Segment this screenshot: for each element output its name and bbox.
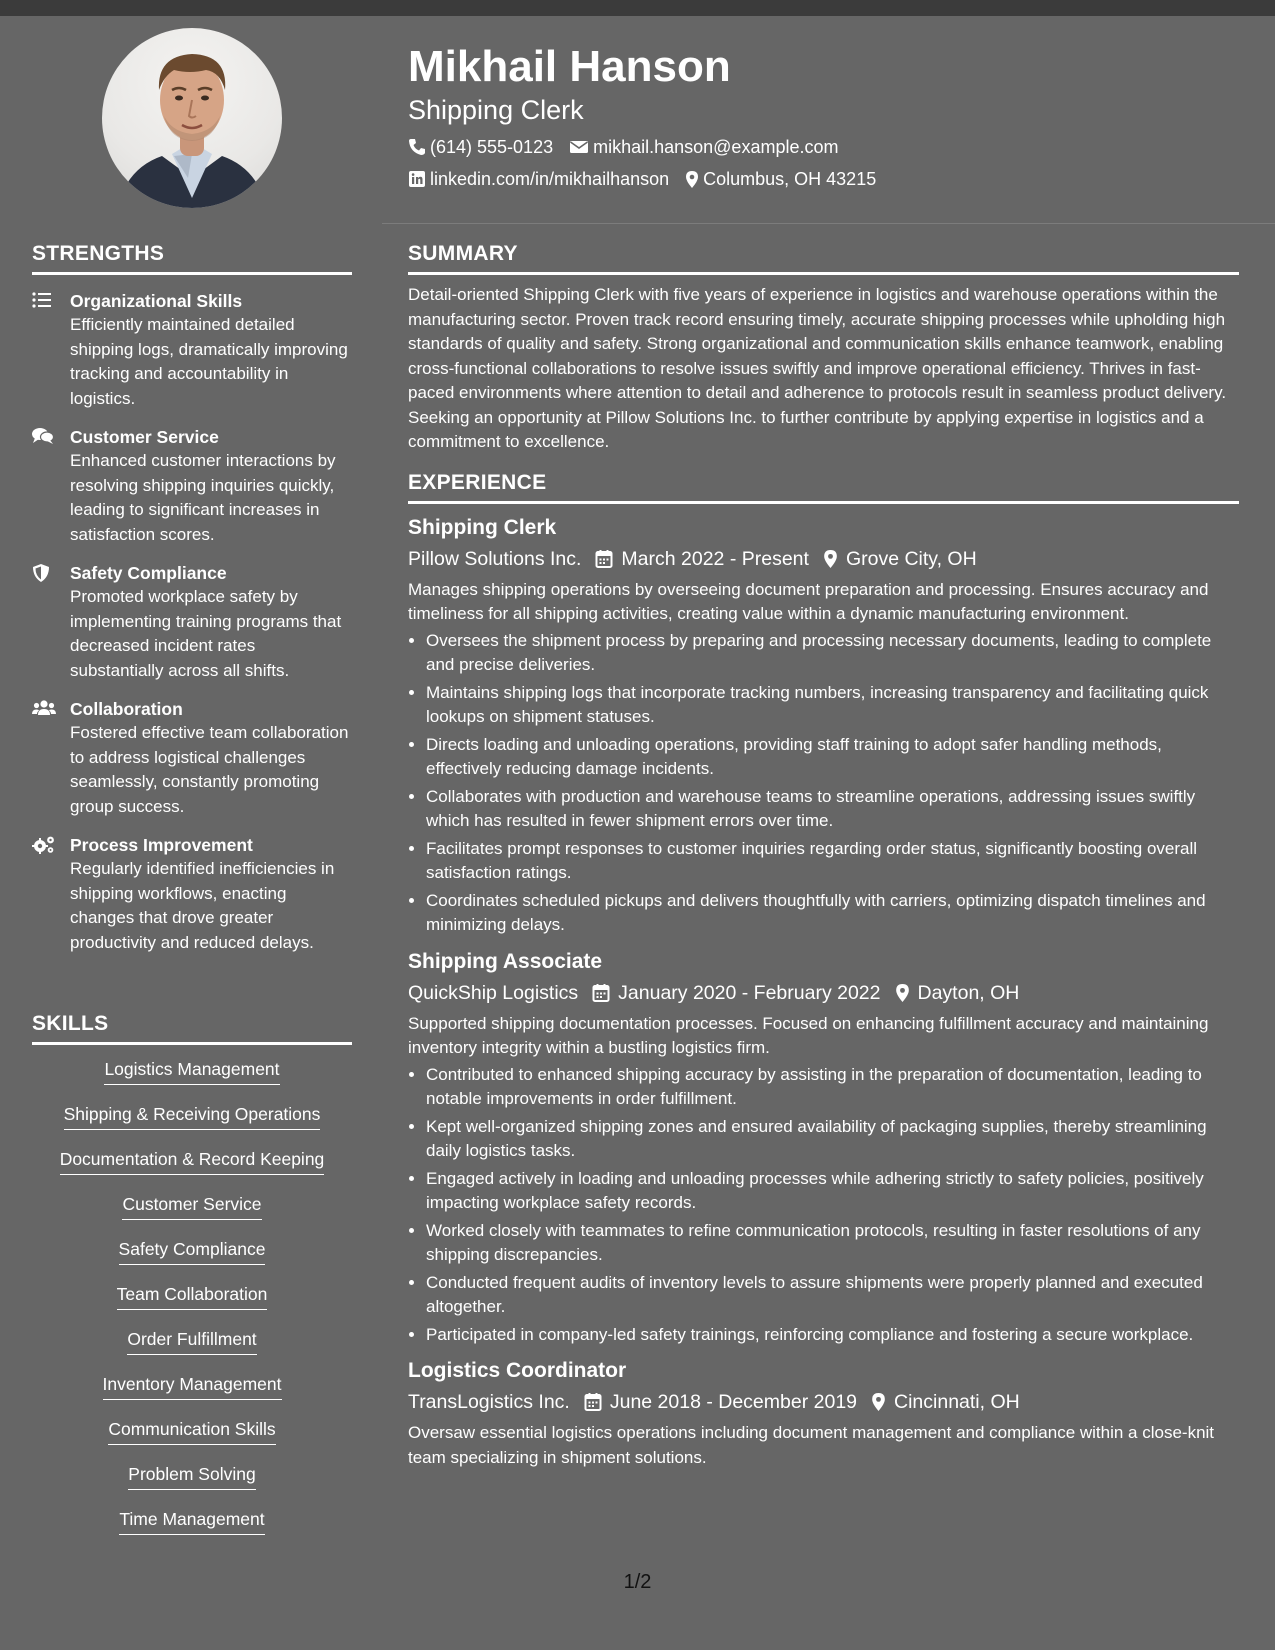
strength-description: Fostered effective team collaboration to address logistical challenges seamlessly, constantly promoting group success. [70, 723, 349, 816]
location-text: Columbus, OH 43215 [703, 169, 877, 189]
strength-item [32, 289, 352, 411]
job-company: QuickShip Logistics [408, 981, 579, 1004]
job-description: Manages shipping operations by overseeing document preparation and processing. Ensures accuracy and timeliness for all shipping activities, creating value within a dynamic manufacturing environment. [408, 579, 1209, 623]
calendar-icon [584, 1392, 602, 1412]
job-dates: March 2022 - Present [621, 547, 809, 570]
strength-title: Safety Compliance [70, 563, 227, 583]
envelope-icon [569, 139, 589, 155]
job-entry [408, 948, 1239, 1348]
job-meta [408, 980, 1239, 1006]
job-bullet: • Kept well-organized shipping zones and ensured availability of packaging supplies, thereby streamlining daily logistics tasks. [426, 1115, 1239, 1164]
job-dates-wrap [592, 980, 880, 1006]
skills-list [32, 1057, 352, 1552]
gears-icon [32, 833, 70, 955]
strengths-heading: STRENGTHS [32, 242, 352, 275]
shield-icon [32, 561, 70, 683]
job-location: Grove City, OH [845, 547, 977, 570]
job-meta [408, 1389, 1239, 1415]
job-title: Shipping Associate [408, 949, 603, 973]
job-bullet: • Facilitates prompt responses to customer inquiries regarding order status, significantly boosting overall satisfaction ratings. [426, 837, 1239, 886]
header-divider [382, 223, 1275, 224]
skill-tag: Order Fulfillment [127, 1327, 256, 1355]
strength-description: Efficiently maintained detailed shipping logs, dramatically improving tracking and accountability in logistics. [70, 315, 348, 408]
job-bullet: • Directs loading and unloading operations, providing staff training to adopt safer handling methods, effectively reducing damage incidents. [426, 733, 1239, 782]
chat-icon [32, 425, 70, 547]
page-number: 1/2 [623, 1571, 652, 1593]
job-dates-wrap [584, 1389, 857, 1415]
top-bar [0, 0, 1275, 16]
strength-title: Process Improvement [70, 835, 253, 855]
candidate-role: Shipping Clerk [408, 95, 584, 125]
strength-item [32, 561, 352, 683]
resume-header [408, 40, 1248, 190]
skill-tag: Time Management [119, 1507, 264, 1535]
job-location-wrap [871, 1389, 1020, 1415]
job-title: Logistics Coordinator [408, 1359, 627, 1382]
skill-tag: Inventory Management [103, 1372, 282, 1400]
summary-heading: SUMMARY [408, 242, 1239, 275]
skill-tag: Shipping & Receiving Operations [64, 1102, 321, 1130]
job-description: Supported shipping documentation processes. Focused on enhancing fulfillment accuracy and maintaining inventory integrity within a bustling logistics firm. [408, 1013, 1209, 1057]
job-bullets [408, 1063, 1239, 1348]
strengths-section [32, 242, 352, 955]
email-contact[interactable] [569, 136, 838, 158]
skill-tag: Logistics Management [104, 1057, 279, 1085]
map-pin-icon [895, 983, 910, 1003]
skills-heading: SKILLS [32, 1012, 352, 1045]
job-bullet: • Oversees the shipment process by preparing and processing necessary documents, leading to complete and precise deliveries. [426, 629, 1239, 678]
map-pin-icon [871, 1392, 886, 1412]
job-bullet: • Coordinates scheduled pickups and delivers thoughtfully with carriers, optimizing dispatch timelines and minimizing delays. [426, 889, 1239, 938]
job-entry [408, 1357, 1239, 1470]
strength-item [32, 697, 352, 819]
job-company: TransLogistics Inc. [408, 1391, 570, 1413]
strength-item [32, 833, 352, 955]
strength-title: Organizational Skills [70, 291, 243, 311]
phone-contact[interactable] [408, 136, 553, 158]
calendar-icon [595, 549, 613, 569]
summary-text: Detail-oriented Shipping Clerk with five years of experience in logistics and warehouse operations within the manufacturing sector. Proven track record ensuring timely, accurate shipping processes while upholding high standards of quality and safety. Strong organizational and communication skills enhance teamwork, enabling cross-functional collaborations to resolve issues swiftly and improve operational efficiency. Thrives in fast-paced environments where attention to detail and adherence to protocols result in seamless product delivery. Seeking an opportunity at Pillow Solutions Inc. to further contribute by applying expertise in logistics and a commitment to excellence. [408, 285, 1227, 451]
skill-tag: Customer Service [122, 1192, 261, 1220]
strength-title: Collaboration [70, 699, 183, 719]
main-column [408, 242, 1239, 1470]
strength-description: Enhanced customer interactions by resolving shipping inquiries quickly, leading to significant increases in satisfaction scores. [70, 451, 336, 544]
calendar-icon [592, 983, 610, 1003]
list-icon [32, 289, 70, 411]
linkedin-text: linkedin.com/in/mikhailhanson [430, 169, 670, 189]
linkedin-contact[interactable] [408, 168, 669, 190]
strength-title: Customer Service [70, 427, 219, 447]
job-dates: January 2020 - February 2022 [618, 981, 881, 1004]
experience-heading: EXPERIENCE [408, 471, 1239, 504]
job-title: Shipping Clerk [408, 515, 557, 539]
strength-description: Promoted workplace safety by implementing training programs that decreased incident rates substantially across all shifts. [70, 587, 342, 680]
skill-tag: Team Collaboration [117, 1282, 268, 1310]
job-bullets [408, 629, 1239, 938]
contact-row [408, 168, 1248, 190]
job-meta [408, 546, 1239, 572]
email-text: mikhail.hanson@example.com [593, 137, 839, 157]
job-bullet: • Participated in company-led safety trainings, reinforcing compliance and fostering a secure workplace. [426, 1323, 1239, 1348]
location-contact [685, 168, 876, 190]
portrait-illustration [102, 28, 282, 208]
skill-tag: Documentation & Record Keeping [60, 1147, 325, 1175]
job-company: Pillow Solutions Inc. [408, 547, 582, 570]
job-entry [408, 514, 1239, 938]
job-bullet: • Maintains shipping logs that incorporate tracking numbers, increasing transparency and facilitating quick lookups on shipment statuses. [426, 681, 1239, 730]
job-location: Dayton, OH [917, 981, 1020, 1004]
phone-text: (614) 555-0123 [430, 137, 554, 157]
job-location-wrap [823, 546, 977, 572]
job-bullet: • Collaborates with production and warehouse teams to streamline operations, addressing issues swiftly which has resulted in fewer shipment errors over time. [426, 785, 1239, 834]
job-bullet: • Engaged actively in loading and unloading processes while adhering strictly to safety policies, positively impacting workplace safety records. [426, 1167, 1239, 1216]
contact-row [408, 136, 1248, 158]
map-pin-icon [823, 549, 838, 569]
skill-tag: Safety Compliance [119, 1237, 266, 1265]
phone-icon [408, 138, 426, 156]
map-pin-icon [685, 170, 699, 189]
job-description: Oversaw essential logistics operations including document management and compliance within a close-knit team specializing in shipment solutions. [408, 1423, 1215, 1467]
job-bullet: • Conducted frequent audits of inventory levels to assure shipments were properly planned and executed altogether. [426, 1271, 1239, 1320]
candidate-name: Mikhail Hanson [408, 42, 731, 91]
job-location: Cincinnati, OH [894, 1391, 1020, 1413]
users-icon [32, 697, 70, 819]
skill-tag: Communication Skills [108, 1417, 275, 1445]
skills-section [32, 1012, 352, 1552]
job-bullet: • Worked closely with teammates to refine communication protocols, resulting in faster resolutions of any shipping discrepancies. [426, 1219, 1239, 1268]
job-location-wrap [895, 980, 1020, 1006]
job-dates-wrap [595, 546, 809, 572]
job-bullet: • Contributed to enhanced shipping accuracy by assisting in the preparation of documentation, leading to notable improvements in order fulfillment. [426, 1063, 1239, 1112]
strength-item [32, 425, 352, 547]
skill-tag: Problem Solving [128, 1462, 255, 1490]
profile-photo [102, 28, 282, 208]
job-dates: June 2018 - December 2019 [609, 1391, 858, 1413]
strength-description: Regularly identified inefficiencies in shipping workflows, enacting changes that drove greater productivity and reduced delays. [70, 859, 335, 952]
linkedin-icon [408, 170, 426, 188]
